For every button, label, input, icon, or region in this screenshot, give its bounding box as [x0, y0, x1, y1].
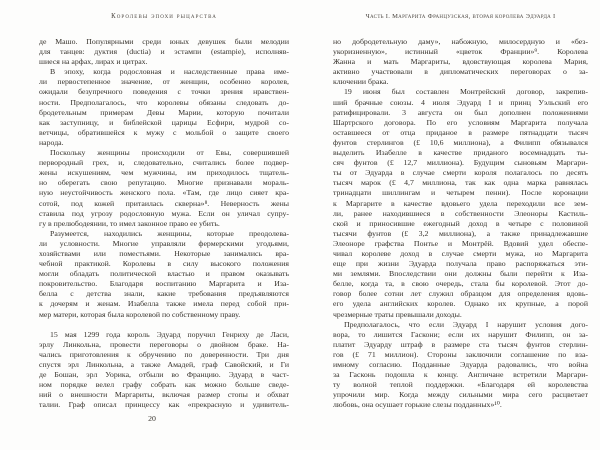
- page-number: 20: [148, 414, 156, 423]
- text-line: ли первостепенное значение, от женщин, особенно королев,: [39, 77, 289, 87]
- text-line: упрочили мир. Когда между сильными мира сего расцветает: [333, 390, 588, 400]
- text-line: гов (£ 71 миллион). Стороны заключили соглашение по вза-: [333, 349, 588, 359]
- text-line: еще при жизни Эдуарда получала право распоряжаться эти-: [333, 259, 588, 269]
- text-line: имному согласию. Подданные Эдуарда радовались, что война: [333, 360, 588, 369]
- text-line: чебной практикой. Королевы в силу высокого положения: [39, 259, 289, 269]
- text-line: за Гасконь подошла к концу. Англичане встретили Маргари-: [333, 370, 588, 380]
- text-line: тысяч марок (£ 4,7 миллиона, так как одна марка равнялась: [333, 178, 588, 188]
- text-line: 15 мая 1299 года король Эдуард поручил Генриху де Ласи,: [50, 329, 289, 339]
- text-line: чрезмерные траты превышали доходы.: [333, 309, 462, 319]
- running-head-right: Часть I. Маргарита Французская, вторая королева Эдуарда I: [365, 13, 556, 20]
- text-line: вора, то лишится Гаскони; если их нарушит Филипп, он за-: [333, 329, 588, 339]
- text-line: тринадцати шиллингам и четырем пенни). После коронации: [333, 188, 588, 198]
- text-line: его удела английских королев. Однако их крупные, а порой: [333, 299, 588, 309]
- text-line: жены искушениям, чем мужчины, им приходилось тщатель-: [39, 168, 289, 178]
- text-line: Поскольку женщины происходили от Евы, совершившей: [50, 148, 289, 158]
- text-line: ключении брака.: [333, 77, 389, 87]
- text-line: оставшееся от отца приданое в размере пятнадцати тысяч: [333, 127, 588, 137]
- text-line: ты от Эдуарда в случае смерти короля полагалось по десять: [333, 168, 588, 178]
- text-line: сяч фунтов (£ 12,7 миллиона). Будущим сыновьям Маргари-: [333, 158, 588, 168]
- text-line: покровительство. Благодаря воспитанию Маргарита и Иза-: [39, 279, 289, 289]
- text-line: де Бошан, эрл Уорика, отбыли во Францию. Эдуард в част-: [39, 370, 289, 380]
- text-line: активно участвовали в дипломатических переговорах о за-: [333, 67, 588, 77]
- text-line: ли, ранее находившиеся в собственности Элеоноры Кастиль-: [333, 208, 588, 218]
- text-line: спустя эрл Линкольна, а также Амадей, граф Савойский, и Ги: [39, 360, 289, 369]
- text-line: Жанна и мать Маргариты, вдовствующая королева Мария,: [333, 57, 588, 67]
- text-line: ми землями. Впоследствии они должны были перейти к Иза-: [333, 269, 588, 279]
- text-line: ской и приносившие ежегодный доход в четыре с половиной: [333, 218, 588, 228]
- text-line: белле, когда та, в свою очередь, стала бы королевой. Этот до-: [333, 279, 588, 289]
- text-line: говор более сотни лет служил образцом для определения вдовь-: [333, 289, 588, 299]
- text-line: мер матери, которая была королевой по собственному праву.: [39, 309, 241, 319]
- text-line: тысячи фунтов (£ 3,2 миллиона), а также принадлежавшие: [333, 228, 588, 238]
- text-line: 19 июня был составлен Монтрейский договор, закрепив-: [344, 87, 588, 97]
- text-line: выделить Изабелле в качестве приданого восемнадцать ты-: [333, 148, 588, 158]
- text-line: ставила под угрозу родословную мужа. Если он уличал супру-: [39, 208, 289, 218]
- text-line: гу в прелюбодеянии, то имел законное право ее убить.: [39, 218, 220, 228]
- text-line: Шартрского договора. По его условиям Маргарита получала: [333, 117, 588, 127]
- left-page-text: [39, 37, 289, 410]
- text-line: ли условности. Многие управляли фермерскими угодьями,: [39, 238, 289, 248]
- text-line: к дочерям и женам. Изабелла также имела перед собой при-: [39, 299, 289, 309]
- text-line: первородный грех, и, следовательно, считались более подвер-: [39, 158, 289, 168]
- text-line: платит Эдуарду штраф в размере ста тысяч фунтов стерлин-: [333, 339, 588, 349]
- text-line: де Машо. Популярными среди юных девушек были мелодии: [39, 37, 289, 46]
- text-line: ту волной теплой поддержки. «Благодаря ей королевства: [333, 380, 588, 390]
- text-line: Элеоноре графства Понтье и Монтрёй. Вдовий удел обеспе-: [333, 238, 588, 248]
- text-line: ном порядке велел графу собрать как можно больше сведе-: [39, 380, 289, 390]
- text-line: Предполагалось, что если Эдуард I нарушит условия дого-: [344, 319, 588, 329]
- text-line: шиеся на арфах, лирах и цитрах.: [39, 57, 148, 67]
- text-line: народа.: [39, 137, 64, 147]
- text-line: талии. Граф описал принцессу как «прекрасную и удивитель-: [39, 400, 289, 410]
- text-line: к Маргарите в качестве вдовьего удела переходили все зем-: [333, 198, 588, 208]
- text-line: для танцев: дуктия (ductia) и эстампи (estampie), исполняв-: [39, 47, 289, 57]
- text-line: ратифицировали. 3 августа он был дополнен положениями: [333, 107, 588, 117]
- text-line: ную неустойчивость женского пола. «Там, где лицо сияет кра-: [39, 188, 289, 198]
- text-line: чались приготовления к обручению по доверенности. Три дня: [39, 349, 289, 359]
- text-line: эрлу Линкольна, провести переговоры о двойном браке. На-: [39, 339, 289, 349]
- text-line: как заступницу, и библейской царицы Есфири, мудрой со-: [39, 117, 289, 127]
- text-line: ветчицы, обратившейся к мужу с мольбой о защите своего: [39, 127, 289, 137]
- text-line: ожидали безупречного поведения с точки зрения нравствен-: [39, 87, 289, 97]
- text-line: сотой, под кожей притаилась скверна»⁸. Неверность жены: [39, 198, 289, 208]
- right-page-text: [333, 37, 588, 410]
- text-line: ности. Предполагалось, что королевы обязаны следовать до-: [39, 97, 289, 107]
- text-line: бродетельным примерам Девы Марии, которую почитали: [39, 107, 289, 117]
- text-line: но оберегать свою репутацию. Многие признавали мораль-: [39, 178, 289, 188]
- text-line: фунтов стерлингов (£ 10,6 миллиона), а Филипп обязывался: [333, 137, 588, 147]
- text-line: любовь, она осушает горькие слезы подданных»¹⁰.: [333, 400, 502, 410]
- text-line: чивал королеве доход в случае смерти мужа, но Маргарита: [333, 248, 588, 258]
- text-line: ний о внешности Маргариты, включая размер стопы и обхват: [39, 390, 289, 400]
- text-line: укоризненную», истинный «цветок Франции»⁹. Королева: [333, 47, 588, 57]
- text-line: В эпоху, когда родословная и наследственные права име-: [50, 67, 289, 77]
- text-line: хозяйствами или поместьями. Некоторые занимались вра-: [39, 248, 289, 258]
- text-line: но добродетельную даму», набожную, милосердную и «без-: [333, 37, 588, 46]
- running-head-left: Королевы эпохи рыцарства: [111, 13, 217, 20]
- text-line: Разумеется, находились женщины, которые преодолева-: [50, 228, 289, 238]
- blank-line: [39, 320, 289, 330]
- text-line: ший брачные союзы. 4 июля Эдуард I и принц Уэльский его: [333, 97, 588, 107]
- text-line: белла с детства знали, какие требования предъявляются: [39, 289, 289, 299]
- text-line: могли обладать политической властью и правом оказывать: [39, 269, 289, 279]
